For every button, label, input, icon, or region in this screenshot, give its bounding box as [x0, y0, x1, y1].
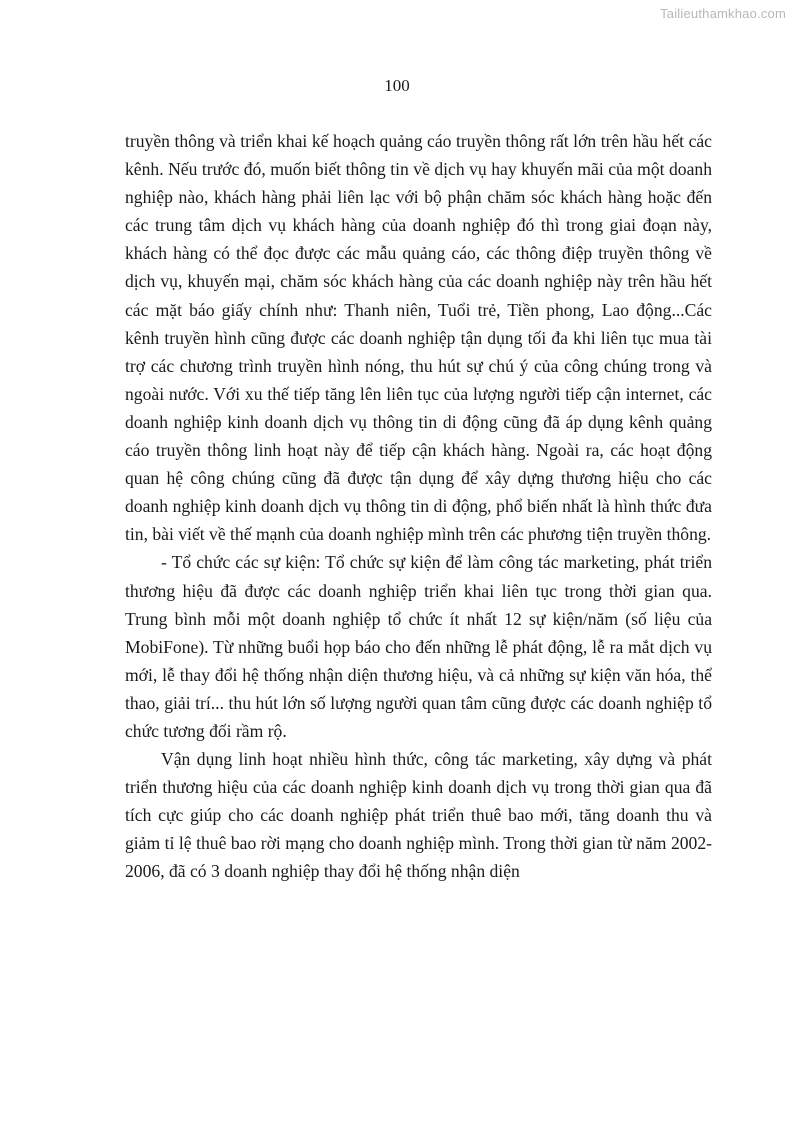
- paragraph-summary: Vận dụng linh hoạt nhiều hình thức, công tác marketing, xây dựng và phát triển thương hiệu của các doanh nghiệp kinh doanh dịch vụ trong thời gian qua đã tích cực giúp cho các doanh nghiệp phát triển thuê bao mới, tăng doanh thu và giảm tỉ lệ thuê bao rời mạng cho doanh nghiệp mình. Trong thời gian từ năm 2002-2006, đã có 3 doanh nghiệp thay đổi hệ thống nhận diện: [125, 749, 712, 882]
- document-body: [125, 127, 712, 886]
- watermark: Tailieuthamkhao.com: [660, 6, 786, 21]
- page-number: 100: [384, 76, 410, 95]
- paragraph-continuation: truyền thông và triển khai kế hoạch quảng cáo truyền thông rất lớn trên hầu hết các kênh. Nếu trước đó, muốn biết thông tin về dịch vụ hay khuyến mãi của một doanh nghiệp nào, khách hàng phải liên lạc với bộ phận chăm sóc khách hàng hoặc đến các trung tâm dịch vụ khách hàng của doanh nghiệp đó thì trong giai đoạn này, khách hàng có thể đọc được các mẫu quảng cáo, các thông điệp truyền thông về dịch vụ, khuyến mại, chăm sóc khách hàng của các doanh nghiệp này trên hầu hết các mặt báo giấy chính như: Thanh niên, Tuổi trẻ, Tiền phong, Lao động...Các kênh truyền hình cũng được các doanh nghiệp tận dụng tối đa khi liên tục mua tài trợ các chương trình truyền hình nóng, thu hút sự chú ý của công chúng trong và ngoài nước. Với xu thế tiếp tăng lên liên tục của lượng người tiếp cận internet, các doanh nghiệp kinh doanh dịch vụ thông tin di động cũng đã áp dụng kênh quảng cáo truyền thông linh hoạt này để tiếp cận khách hàng. Ngoài ra, các hoạt động quan hệ công chúng cũng đã được tận dụng để xây dựng thương hiệu cho các doanh nghiệp kinh doanh dịch vụ thông tin di động, phổ biến nhất là hình thức đưa tin, bài viết về thế mạnh của doanh nghiệp mình trên các phương tiện truyền thông.: [125, 131, 712, 545]
- paragraph-events: - Tổ chức các sự kiện: Tổ chức sự kiện để làm công tác marketing, phát triển thương hiệu đã được các doanh nghiệp triển khai liên tục trong thời gian qua. Trung bình mỗi một doanh nghiệp tổ chức ít nhất 12 sự kiện/năm (số liệu của MobiFone). Từ những buổi họp báo cho đến những lễ phát động, lễ ra mắt dịch vụ mới, lễ thay đổi hệ thống nhận diện thương hiệu, và cả những sự kiện văn hóa, thể thao, giải trí... thu hút lớn số lượng người quan tâm cũng được các doanh nghiệp tổ chức tương đối rầm rộ.: [125, 552, 712, 741]
